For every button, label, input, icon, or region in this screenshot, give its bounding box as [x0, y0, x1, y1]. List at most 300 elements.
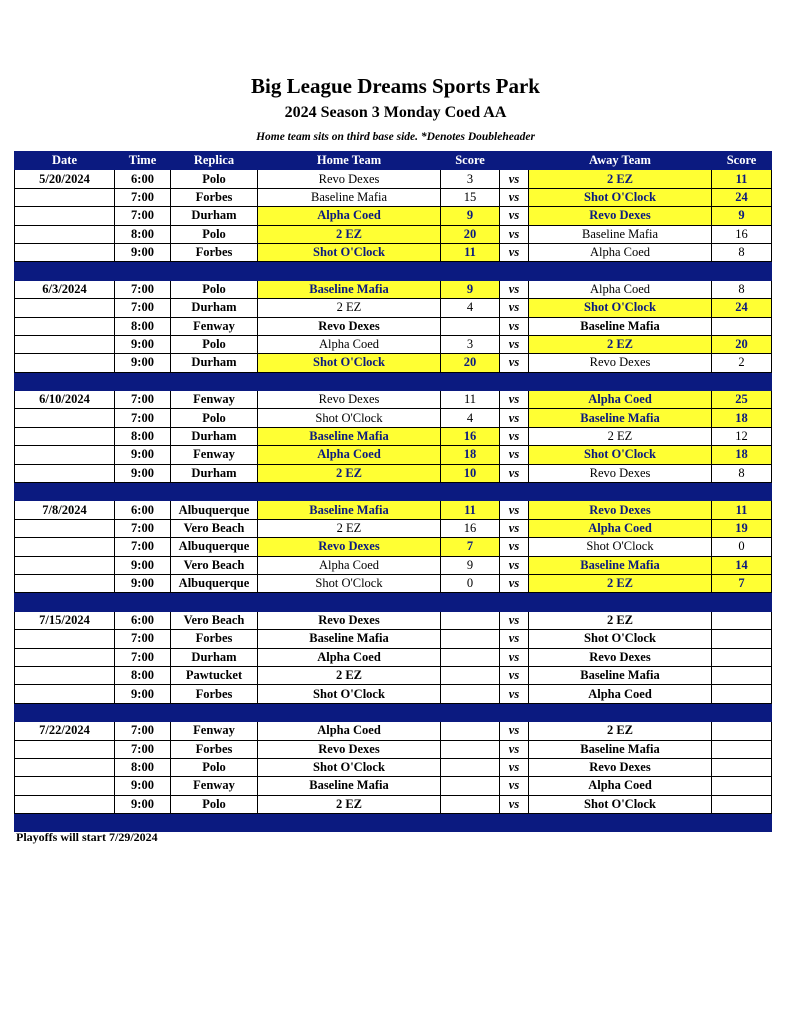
game-field: Durham [171, 464, 258, 482]
playoffs-note: Playoffs will start 7/29/2024 [16, 830, 158, 844]
vs-label: vs [500, 391, 529, 409]
away-team: Baseline Mafia [529, 666, 712, 684]
away-team: Shot O'Clock [529, 299, 712, 317]
away-team: Shot O'Clock [529, 630, 712, 648]
game-date [15, 758, 115, 776]
vs-label: vs [500, 630, 529, 648]
game-time: 9:00 [115, 335, 171, 353]
game-date [15, 299, 115, 317]
separator-cell [258, 372, 441, 390]
away-score: 0 [712, 538, 772, 556]
separator-cell [258, 593, 441, 611]
game-field: Forbes [171, 740, 258, 758]
separator-cell [171, 703, 258, 721]
home-team: Shot O'Clock [258, 354, 441, 372]
game-row [15, 630, 772, 648]
game-row [15, 409, 772, 427]
home-team: Shot O'Clock [258, 574, 441, 592]
home-score: 11 [441, 243, 500, 261]
home-score: 9 [441, 556, 500, 574]
vs-label: vs [500, 243, 529, 261]
home-score: 0 [441, 574, 500, 592]
game-time: 9:00 [115, 777, 171, 795]
game-field: Fenway [171, 391, 258, 409]
vs-label: vs [500, 188, 529, 206]
game-field: Polo [171, 758, 258, 776]
vs-label: vs [500, 685, 529, 703]
away-team: Baseline Mafia [529, 409, 712, 427]
game-field: Forbes [171, 243, 258, 261]
game-date [15, 795, 115, 813]
vs-label: vs [500, 280, 529, 298]
game-row [15, 299, 772, 317]
separator-cell [171, 372, 258, 390]
game-time: 7:00 [115, 740, 171, 758]
col-header-home-score: Score [441, 152, 500, 170]
game-time: 9:00 [115, 446, 171, 464]
separator-cell [15, 262, 115, 280]
separator-cell [258, 814, 441, 832]
game-row [15, 758, 772, 776]
home-score [441, 666, 500, 684]
game-field: Durham [171, 354, 258, 372]
game-row [15, 243, 772, 261]
game-time: 9:00 [115, 243, 171, 261]
separator-cell [441, 814, 500, 832]
vs-label: vs [500, 446, 529, 464]
game-row [15, 280, 772, 298]
game-row [15, 225, 772, 243]
game-time: 7:00 [115, 188, 171, 206]
separator-cell [712, 483, 772, 501]
game-time: 9:00 [115, 354, 171, 372]
home-team: Revo Dexes [258, 611, 441, 629]
separator-cell [712, 703, 772, 721]
away-score: 24 [712, 188, 772, 206]
game-time: 7:00 [115, 519, 171, 537]
separator-cell [500, 483, 529, 501]
game-date [15, 648, 115, 666]
game-time: 7:00 [115, 280, 171, 298]
vs-label: vs [500, 335, 529, 353]
separator-cell [500, 262, 529, 280]
home-score: 16 [441, 427, 500, 445]
col-header-vs [500, 152, 529, 170]
game-time: 9:00 [115, 795, 171, 813]
home-score: 3 [441, 335, 500, 353]
away-score [712, 317, 772, 335]
away-score [712, 758, 772, 776]
separator-cell [529, 483, 712, 501]
home-team: 2 EZ [258, 299, 441, 317]
away-team: 2 EZ [529, 335, 712, 353]
game-row [15, 501, 772, 519]
home-score [441, 685, 500, 703]
game-row [15, 170, 772, 188]
separator-cell [115, 372, 171, 390]
away-team: Shot O'Clock [529, 538, 712, 556]
away-score: 7 [712, 574, 772, 592]
home-team: Alpha Coed [258, 648, 441, 666]
game-date: 5/20/2024 [15, 170, 115, 188]
game-row [15, 538, 772, 556]
game-date [15, 335, 115, 353]
game-time: 6:00 [115, 170, 171, 188]
game-field: Polo [171, 795, 258, 813]
home-team: Revo Dexes [258, 538, 441, 556]
separator-cell [529, 262, 712, 280]
game-row [15, 740, 772, 758]
separator-cell [15, 593, 115, 611]
away-team: 2 EZ [529, 170, 712, 188]
separator-cell [115, 703, 171, 721]
away-team: Revo Dexes [529, 207, 712, 225]
separator-cell [441, 262, 500, 280]
game-field: Durham [171, 299, 258, 317]
away-score: 16 [712, 225, 772, 243]
game-time: 7:00 [115, 630, 171, 648]
vs-label: vs [500, 556, 529, 574]
away-score [712, 648, 772, 666]
game-field: Polo [171, 225, 258, 243]
game-field: Durham [171, 648, 258, 666]
away-score: 14 [712, 556, 772, 574]
away-team: Baseline Mafia [529, 740, 712, 758]
game-row [15, 446, 772, 464]
separator-cell [441, 593, 500, 611]
home-score: 4 [441, 299, 500, 317]
home-team: Baseline Mafia [258, 280, 441, 298]
home-team: Baseline Mafia [258, 630, 441, 648]
home-team: Revo Dexes [258, 170, 441, 188]
separator-cell [712, 372, 772, 390]
home-team: Baseline Mafia [258, 188, 441, 206]
away-team: Alpha Coed [529, 685, 712, 703]
game-row [15, 722, 772, 740]
away-score: 25 [712, 391, 772, 409]
away-team: Revo Dexes [529, 464, 712, 482]
game-time: 9:00 [115, 685, 171, 703]
game-date [15, 317, 115, 335]
home-team: Alpha Coed [258, 556, 441, 574]
week-separator [15, 593, 772, 611]
home-team: Shot O'Clock [258, 758, 441, 776]
home-score: 4 [441, 409, 500, 427]
away-team: Baseline Mafia [529, 225, 712, 243]
away-score: 8 [712, 280, 772, 298]
separator-cell [441, 703, 500, 721]
home-score [441, 648, 500, 666]
home-score: 11 [441, 391, 500, 409]
game-date [15, 519, 115, 537]
vs-label: vs [500, 758, 529, 776]
away-score: 18 [712, 446, 772, 464]
game-field: Polo [171, 335, 258, 353]
season-subtitle: 2024 Season 3 Monday Coed AA [284, 104, 507, 121]
game-row [15, 685, 772, 703]
game-date [15, 207, 115, 225]
separator-cell [500, 814, 529, 832]
home-team: Alpha Coed [258, 446, 441, 464]
game-time: 9:00 [115, 556, 171, 574]
home-score: 10 [441, 464, 500, 482]
week-separator [15, 483, 772, 501]
home-team: 2 EZ [258, 795, 441, 813]
separator-cell [15, 703, 115, 721]
game-row [15, 335, 772, 353]
vs-label: vs [500, 464, 529, 482]
game-row [15, 317, 772, 335]
away-score [712, 685, 772, 703]
game-date [15, 427, 115, 445]
week-separator [15, 703, 772, 721]
game-row [15, 648, 772, 666]
home-score [441, 722, 500, 740]
separator-cell [15, 372, 115, 390]
game-row [15, 519, 772, 537]
away-team: Baseline Mafia [529, 556, 712, 574]
home-team: Shot O'Clock [258, 685, 441, 703]
separator-cell [15, 483, 115, 501]
col-header-away-team: Away Team [529, 152, 712, 170]
game-row [15, 666, 772, 684]
separator-cell [712, 593, 772, 611]
schedule-body [15, 170, 772, 832]
away-score: 20 [712, 335, 772, 353]
game-row [15, 354, 772, 372]
game-field: Polo [171, 170, 258, 188]
separator-cell [171, 262, 258, 280]
home-score: 15 [441, 188, 500, 206]
game-field: Albuquerque [171, 538, 258, 556]
home-score: 18 [441, 446, 500, 464]
separator-cell [441, 372, 500, 390]
game-field: Fenway [171, 446, 258, 464]
vs-label: vs [500, 648, 529, 666]
vs-label: vs [500, 501, 529, 519]
game-time: 8:00 [115, 427, 171, 445]
separator-cell [171, 593, 258, 611]
away-score: 2 [712, 354, 772, 372]
game-time: 7:00 [115, 538, 171, 556]
game-field: Fenway [171, 722, 258, 740]
vs-label: vs [500, 207, 529, 225]
away-score: 12 [712, 427, 772, 445]
game-field: Fenway [171, 317, 258, 335]
header-row [15, 152, 772, 170]
home-score [441, 740, 500, 758]
away-score: 9 [712, 207, 772, 225]
home-score: 7 [441, 538, 500, 556]
home-score [441, 777, 500, 795]
game-row [15, 611, 772, 629]
game-date [15, 574, 115, 592]
away-score [712, 666, 772, 684]
away-team: 2 EZ [529, 722, 712, 740]
away-team: Alpha Coed [529, 243, 712, 261]
separator-cell [171, 814, 258, 832]
separator-cell [500, 703, 529, 721]
game-row [15, 574, 772, 592]
game-time: 7:00 [115, 648, 171, 666]
game-date: 7/22/2024 [15, 722, 115, 740]
separator-cell [171, 483, 258, 501]
home-team: Baseline Mafia [258, 501, 441, 519]
separator-cell [441, 483, 500, 501]
away-score [712, 777, 772, 795]
separator-cell [529, 593, 712, 611]
game-date [15, 740, 115, 758]
vs-label: vs [500, 317, 529, 335]
home-team: Shot O'Clock [258, 243, 441, 261]
game-field: Polo [171, 409, 258, 427]
game-date: 7/15/2024 [15, 611, 115, 629]
col-header-date: Date [15, 152, 115, 170]
away-team: Alpha Coed [529, 519, 712, 537]
game-time: 9:00 [115, 464, 171, 482]
separator-cell [115, 593, 171, 611]
game-time: 6:00 [115, 501, 171, 519]
away-team: Baseline Mafia [529, 317, 712, 335]
separator-cell [500, 593, 529, 611]
game-field: Forbes [171, 685, 258, 703]
home-score: 9 [441, 207, 500, 225]
away-team: Revo Dexes [529, 501, 712, 519]
game-row [15, 556, 772, 574]
game-field: Vero Beach [171, 556, 258, 574]
game-date [15, 538, 115, 556]
game-row [15, 777, 772, 795]
game-date: 7/8/2024 [15, 501, 115, 519]
col-header-time: Time [115, 152, 171, 170]
home-score [441, 758, 500, 776]
game-time: 8:00 [115, 317, 171, 335]
game-time: 8:00 [115, 666, 171, 684]
vs-label: vs [500, 740, 529, 758]
vs-label: vs [500, 722, 529, 740]
game-date [15, 446, 115, 464]
separator-cell [115, 262, 171, 280]
game-field: Albuquerque [171, 574, 258, 592]
away-team: Revo Dexes [529, 648, 712, 666]
away-score: 11 [712, 501, 772, 519]
away-team: Revo Dexes [529, 354, 712, 372]
game-row [15, 427, 772, 445]
game-row [15, 391, 772, 409]
away-team: Shot O'Clock [529, 795, 712, 813]
game-row [15, 464, 772, 482]
home-team: Baseline Mafia [258, 777, 441, 795]
home-team: 2 EZ [258, 519, 441, 537]
home-score [441, 795, 500, 813]
home-team: Revo Dexes [258, 391, 441, 409]
away-score [712, 795, 772, 813]
vs-label: vs [500, 666, 529, 684]
game-date [15, 243, 115, 261]
home-team: 2 EZ [258, 666, 441, 684]
page-title: Big League Dreams Sports Park [251, 74, 540, 98]
separator-cell [115, 483, 171, 501]
home-team: Revo Dexes [258, 317, 441, 335]
away-team: 2 EZ [529, 611, 712, 629]
vs-label: vs [500, 795, 529, 813]
home-score [441, 317, 500, 335]
away-score: 18 [712, 409, 772, 427]
away-team: 2 EZ [529, 427, 712, 445]
vs-label: vs [500, 574, 529, 592]
game-date [15, 464, 115, 482]
home-team: Baseline Mafia [258, 427, 441, 445]
home-team: Shot O'Clock [258, 409, 441, 427]
home-team: 2 EZ [258, 464, 441, 482]
away-score: 19 [712, 519, 772, 537]
away-score: 8 [712, 464, 772, 482]
vs-label: vs [500, 354, 529, 372]
game-field: Polo [171, 280, 258, 298]
game-field: Pawtucket [171, 666, 258, 684]
game-time: 7:00 [115, 207, 171, 225]
away-team: Shot O'Clock [529, 446, 712, 464]
schedule-note: Home team sits on third base side. *Denotes Doubleheader [256, 131, 535, 143]
game-row [15, 188, 772, 206]
col-header-away-score: Score [712, 152, 772, 170]
vs-label: vs [500, 225, 529, 243]
game-time: 7:00 [115, 722, 171, 740]
home-score [441, 611, 500, 629]
game-time: 9:00 [115, 574, 171, 592]
home-score: 20 [441, 225, 500, 243]
col-header-home-team: Home Team [258, 152, 441, 170]
game-date [15, 354, 115, 372]
away-score: 11 [712, 170, 772, 188]
separator-cell [529, 372, 712, 390]
home-score: 20 [441, 354, 500, 372]
game-date [15, 188, 115, 206]
week-separator [15, 262, 772, 280]
game-date [15, 685, 115, 703]
separator-cell [258, 262, 441, 280]
home-score: 11 [441, 501, 500, 519]
away-team: Alpha Coed [529, 777, 712, 795]
away-score: 8 [712, 243, 772, 261]
game-time: 8:00 [115, 225, 171, 243]
game-date [15, 777, 115, 795]
home-team: Alpha Coed [258, 335, 441, 353]
vs-label: vs [500, 611, 529, 629]
vs-label: vs [500, 170, 529, 188]
game-row [15, 795, 772, 813]
game-field: Vero Beach [171, 519, 258, 537]
game-date: 6/10/2024 [15, 391, 115, 409]
separator-cell [500, 372, 529, 390]
away-team: Alpha Coed [529, 391, 712, 409]
game-row [15, 207, 772, 225]
home-team: Alpha Coed [258, 722, 441, 740]
home-team: Alpha Coed [258, 207, 441, 225]
away-team: Shot O'Clock [529, 188, 712, 206]
separator-cell [529, 814, 712, 832]
home-team: Revo Dexes [258, 740, 441, 758]
away-score [712, 630, 772, 648]
away-team: 2 EZ [529, 574, 712, 592]
separator-cell [258, 483, 441, 501]
game-date [15, 666, 115, 684]
game-date: 6/3/2024 [15, 280, 115, 298]
col-header-replica: Replica [171, 152, 258, 170]
separator-cell [258, 703, 441, 721]
home-score: 16 [441, 519, 500, 537]
away-team: Revo Dexes [529, 758, 712, 776]
